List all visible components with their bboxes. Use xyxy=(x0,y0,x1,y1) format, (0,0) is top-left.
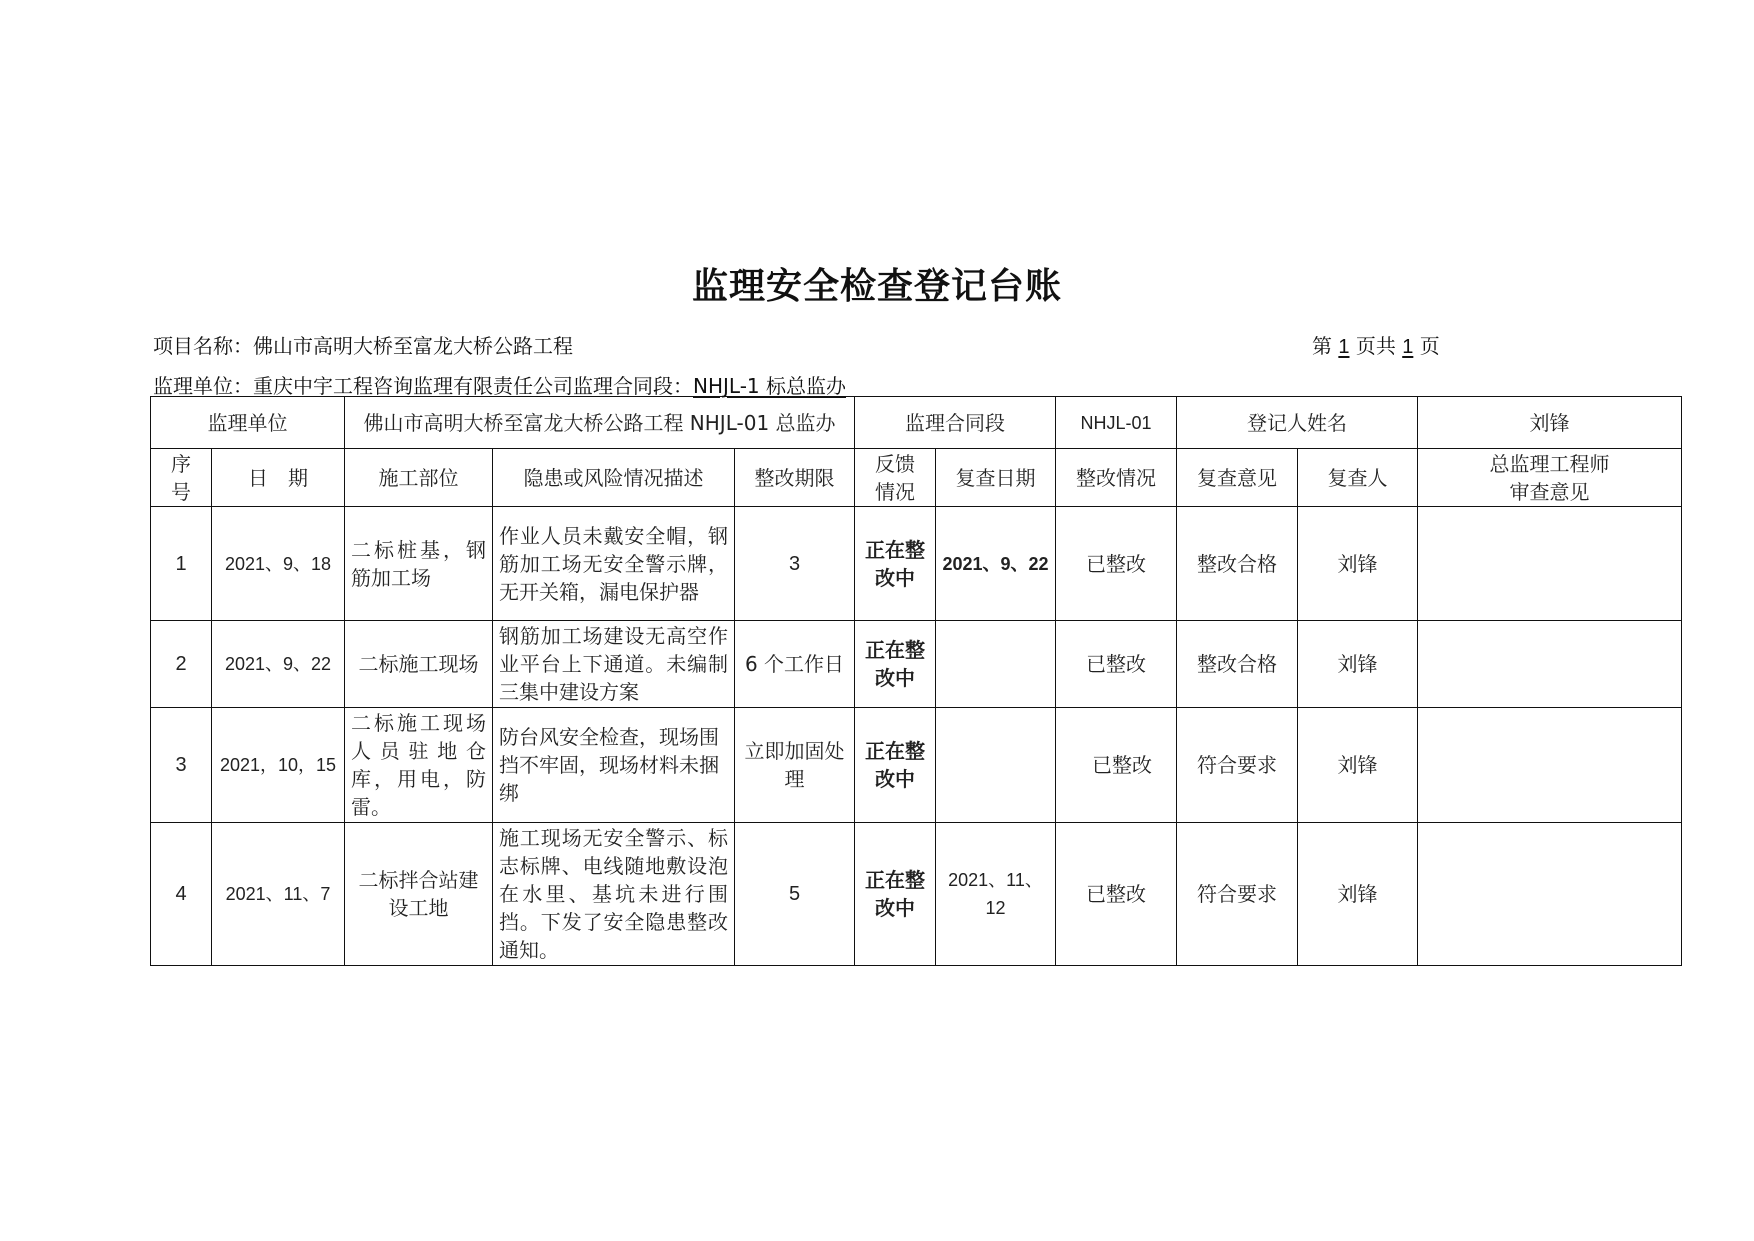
col-chief-opinion: 总监理工程师 审查意见 xyxy=(1418,449,1682,507)
page-indicator xyxy=(1312,330,1440,359)
col-reviewer: 复查人 xyxy=(1298,449,1418,507)
row-seq: 2 xyxy=(151,621,212,708)
row-description: 钢筋加工场建设无高空作业平台上下通道。未编制三集中建设方案 xyxy=(493,621,735,708)
row-description: 施工现场无安全警示、标志标牌、电线随地敷设泡在水里、基坑未进行围挡。下发了安全隐患整改通知。 xyxy=(493,823,735,966)
row-feedback: 正在整改中 xyxy=(855,621,936,708)
row-reviewer: 刘锋 xyxy=(1298,823,1418,966)
unit-name: 重庆中宇工程咨询监理有限责任公司 xyxy=(253,374,573,398)
page-prefix: 第 xyxy=(1312,334,1332,358)
row-reviewer: 刘锋 xyxy=(1298,621,1418,708)
inspection-ledger-table xyxy=(150,396,1682,966)
contract-value: NHJL-1 标总监办 xyxy=(693,374,846,398)
row-rectification: 已整改 xyxy=(1056,823,1177,966)
row-location: 二标施工现场人员驻地仓库，用电，防雷。 xyxy=(345,708,493,823)
project-name: 佛山市高明大桥至富龙大桥公路工程 xyxy=(253,334,573,358)
row-location: 二标施工现场 xyxy=(345,621,493,708)
row-review-date xyxy=(936,708,1056,823)
col-description: 隐患或风险情况描述 xyxy=(493,449,735,507)
row-review-opinion: 符合要求 xyxy=(1177,708,1298,823)
info-row xyxy=(151,397,1682,449)
info-unit-value: 佛山市高明大桥至富龙大桥公路工程 NHJL-01 总监办 xyxy=(345,397,855,449)
row-description: 防台风安全检查，现场围挡不牢固，现场材料未捆绑 xyxy=(493,708,735,823)
info-contract-value: NHJL-01 xyxy=(1056,397,1177,449)
row-deadline: 5 xyxy=(735,823,855,966)
table-row xyxy=(151,507,1682,621)
row-date: 2021，10，15 xyxy=(212,708,345,823)
project-name-line xyxy=(153,330,573,359)
row-reviewer: 刘锋 xyxy=(1298,507,1418,621)
row-deadline: 立即加固处理 xyxy=(735,708,855,823)
row-feedback: 正在整改中 xyxy=(855,507,936,621)
unit-label: 监理单位： xyxy=(153,374,253,398)
info-registrar-value: 刘锋 xyxy=(1418,397,1682,449)
row-chief-opinion xyxy=(1418,621,1682,708)
row-review-date: 2021、11、12 xyxy=(936,823,1056,966)
row-deadline: 6 个工作日 xyxy=(735,621,855,708)
row-chief-opinion xyxy=(1418,507,1682,621)
col-review-date: 复查日期 xyxy=(936,449,1056,507)
table-row xyxy=(151,823,1682,966)
row-date: 2021、11、7 xyxy=(212,823,345,966)
table-row xyxy=(151,708,1682,823)
info-unit-label: 监理单位 xyxy=(151,397,345,449)
row-reviewer: 刘锋 xyxy=(1298,708,1418,823)
supervision-unit-line xyxy=(153,370,846,399)
row-chief-opinion xyxy=(1418,708,1682,823)
row-seq: 4 xyxy=(151,823,212,966)
col-feedback: 反馈 情况 xyxy=(855,449,936,507)
row-deadline: 3 xyxy=(735,507,855,621)
col-deadline: 整改期限 xyxy=(735,449,855,507)
row-review-opinion: 整改合格 xyxy=(1177,621,1298,708)
row-review-date: 2021、9、22 xyxy=(936,507,1056,621)
row-review-date xyxy=(936,621,1056,708)
page-current: 1 xyxy=(1338,336,1350,358)
row-review-opinion: 符合要求 xyxy=(1177,823,1298,966)
row-rectification: 已整改 xyxy=(1056,507,1177,621)
table-row xyxy=(151,621,1682,708)
contract-label: 监理合同段： xyxy=(573,374,693,398)
document-title: 监理安全检查登记台账 xyxy=(691,266,1062,307)
row-location: 二标桩基，钢筋加工场 xyxy=(345,507,493,621)
row-rectification: 已整改 xyxy=(1056,621,1177,708)
col-seq: 序 号 xyxy=(151,449,212,507)
page-total: 1 xyxy=(1402,336,1414,358)
col-rectification: 整改情况 xyxy=(1056,449,1177,507)
row-seq: 1 xyxy=(151,507,212,621)
row-feedback: 正在整改中 xyxy=(855,823,936,966)
column-header-row xyxy=(151,449,1682,507)
row-date: 2021、9、22 xyxy=(212,621,345,708)
row-description: 作业人员未戴安全帽，钢筋加工场无安全警示牌，无开关箱，漏电保护器 xyxy=(493,507,735,621)
col-location: 施工部位 xyxy=(345,449,493,507)
project-label: 项目名称： xyxy=(153,334,253,358)
info-contract-label: 监理合同段 xyxy=(855,397,1056,449)
row-location: 二标拌合站建设工地 xyxy=(345,823,493,966)
info-registrar-label: 登记人姓名 xyxy=(1177,397,1418,449)
row-rectification: 已整改 xyxy=(1056,708,1177,823)
row-feedback: 正在整改中 xyxy=(855,708,936,823)
row-date: 2021、9、18 xyxy=(212,507,345,621)
col-review-opinion: 复查意见 xyxy=(1177,449,1298,507)
row-chief-opinion xyxy=(1418,823,1682,966)
page-middle: 页共 xyxy=(1355,334,1396,358)
col-date: 日 期 xyxy=(212,449,345,507)
row-seq: 3 xyxy=(151,708,212,823)
row-review-opinion: 整改合格 xyxy=(1177,507,1298,621)
page-suffix: 页 xyxy=(1419,334,1440,358)
